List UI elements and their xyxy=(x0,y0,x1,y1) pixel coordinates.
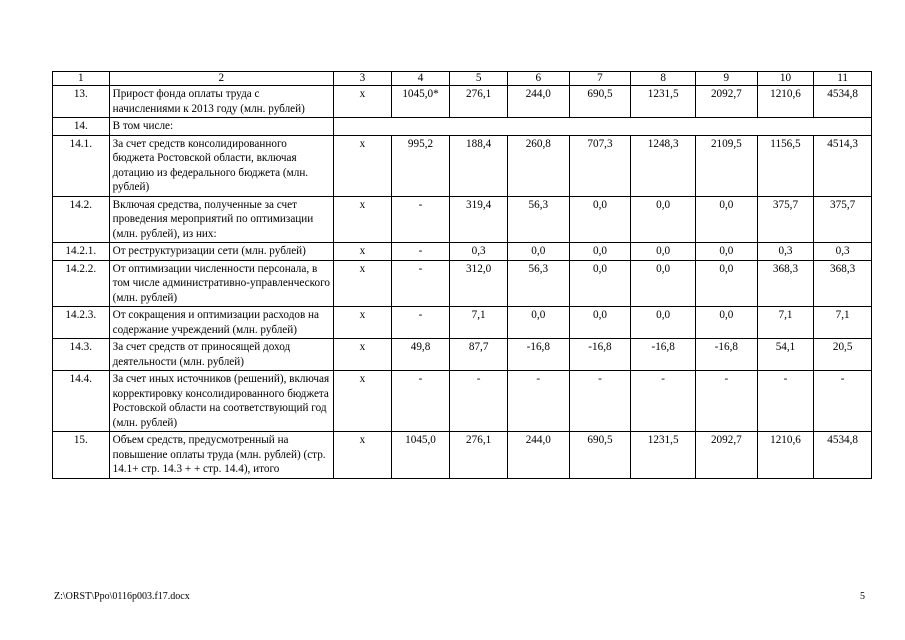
column-number-header: 11 xyxy=(814,72,872,86)
value-cell: 276,1 xyxy=(450,432,508,479)
value-cell: 2109,5 xyxy=(696,135,758,196)
value-cell: -16,8 xyxy=(507,339,569,371)
value-cell: - xyxy=(450,371,508,432)
row-number: 14.1. xyxy=(53,135,110,196)
column-number-header: 8 xyxy=(631,72,696,86)
row-description: Объем средств, предусмотренный на повышение оплаты труда (млн. рублей) (стр. 14.1+ стр. 14.3 + + стр. 14.4), итого xyxy=(109,432,333,479)
row-unit-cell: x xyxy=(334,307,392,339)
value-cell: 0,3 xyxy=(814,243,872,261)
column-number-header: 10 xyxy=(757,72,814,86)
row-number: 14. xyxy=(53,118,110,136)
value-cell: 49,8 xyxy=(391,339,450,371)
footer-file-path: Z:\ORST\Ppo\0116p003.f17.docx xyxy=(54,591,190,602)
row-unit-cell: x xyxy=(334,86,392,118)
value-cell: 312,0 xyxy=(450,260,508,307)
value-cell: - xyxy=(507,371,569,432)
value-cell: - xyxy=(696,371,758,432)
value-cell: - xyxy=(391,371,450,432)
row-description: За счет средств консолидированного бюджета Ростовской области, включая дотацию из федерального бюджета (млн. рублей) xyxy=(109,135,333,196)
table-row xyxy=(53,118,872,136)
row-description: От сокращения и оптимизации расходов на содержание учреждений (млн. рублей) xyxy=(109,307,333,339)
value-cell: 0,3 xyxy=(450,243,508,261)
column-number-header: 5 xyxy=(450,72,508,86)
value-cell: 260,8 xyxy=(507,135,569,196)
row-unit-cell: x xyxy=(334,371,392,432)
table-row xyxy=(53,135,872,196)
value-cell: 4534,8 xyxy=(814,432,872,479)
table-header-row xyxy=(53,72,872,86)
value-cell: 0,0 xyxy=(631,243,696,261)
value-cell: - xyxy=(757,371,814,432)
value-cell: 7,1 xyxy=(450,307,508,339)
value-cell: -16,8 xyxy=(569,339,631,371)
table-row xyxy=(53,371,872,432)
value-cell: 2092,7 xyxy=(696,86,758,118)
value-cell: 0,0 xyxy=(569,260,631,307)
value-cell: 4534,8 xyxy=(814,86,872,118)
row-unit-cell: x xyxy=(334,339,392,371)
row-unit-cell: x xyxy=(334,196,392,243)
value-cell: -16,8 xyxy=(696,339,758,371)
table-row xyxy=(53,339,872,371)
value-cell: 0,3 xyxy=(757,243,814,261)
value-cell: 54,1 xyxy=(757,339,814,371)
row-number: 14.2.3. xyxy=(53,307,110,339)
empty-merged-cell xyxy=(334,118,872,136)
table-row xyxy=(53,307,872,339)
row-description: От реструктуризации сети (млн. рублей) xyxy=(109,243,333,261)
column-number-header: 3 xyxy=(334,72,392,86)
value-cell: 244,0 xyxy=(507,86,569,118)
row-description: Включая средства, полученные за счет проведения мероприятий по оптимизации (млн. рублей), из них: xyxy=(109,196,333,243)
value-cell: 0,0 xyxy=(696,307,758,339)
row-number: 14.2.1. xyxy=(53,243,110,261)
value-cell: 1248,3 xyxy=(631,135,696,196)
value-cell: 56,3 xyxy=(507,196,569,243)
value-cell: 0,0 xyxy=(569,196,631,243)
value-cell: 0,0 xyxy=(696,243,758,261)
column-number-header: 7 xyxy=(569,72,631,86)
value-cell: -16,8 xyxy=(631,339,696,371)
value-cell: 1231,5 xyxy=(631,432,696,479)
value-cell: 7,1 xyxy=(814,307,872,339)
row-number: 14.2.2. xyxy=(53,260,110,307)
value-cell: 7,1 xyxy=(757,307,814,339)
column-number-header: 1 xyxy=(53,72,110,86)
value-cell: 368,3 xyxy=(757,260,814,307)
value-cell: 56,3 xyxy=(507,260,569,307)
value-cell: - xyxy=(391,243,450,261)
value-cell: - xyxy=(391,260,450,307)
row-description: В том числе: xyxy=(109,118,333,136)
row-description: От оптимизации численности персонала, в том числе административно-управленческого (млн. рублей) xyxy=(109,260,333,307)
value-cell: 375,7 xyxy=(814,196,872,243)
value-cell: 0,0 xyxy=(569,243,631,261)
value-cell: 707,3 xyxy=(569,135,631,196)
row-description: За счет иных источников (решений), включая корректировку консолидированного бюджета Ростовской области на соответствующий год (млн. рублей) xyxy=(109,371,333,432)
data-table xyxy=(52,71,872,479)
column-number-header: 4 xyxy=(391,72,450,86)
value-cell: 368,3 xyxy=(814,260,872,307)
value-cell: - xyxy=(569,371,631,432)
column-number-header: 2 xyxy=(109,72,333,86)
table-row xyxy=(53,432,872,479)
value-cell: 0,0 xyxy=(507,307,569,339)
column-number-header: 9 xyxy=(696,72,758,86)
table-row xyxy=(53,86,872,118)
value-cell: 276,1 xyxy=(450,86,508,118)
value-cell: 0,0 xyxy=(507,243,569,261)
value-cell: 244,0 xyxy=(507,432,569,479)
value-cell: 0,0 xyxy=(569,307,631,339)
value-cell: - xyxy=(391,196,450,243)
column-number-header: 6 xyxy=(507,72,569,86)
value-cell: 375,7 xyxy=(757,196,814,243)
value-cell: 0,0 xyxy=(696,260,758,307)
value-cell: 690,5 xyxy=(569,432,631,479)
value-cell: 1156,5 xyxy=(757,135,814,196)
value-cell: 1231,5 xyxy=(631,86,696,118)
row-description: Прирост фонда оплаты труда с начислениями к 2013 году (млн. рублей) xyxy=(109,86,333,118)
value-cell: 690,5 xyxy=(569,86,631,118)
value-cell: - xyxy=(814,371,872,432)
value-cell: 2092,7 xyxy=(696,432,758,479)
row-unit-cell: x xyxy=(334,135,392,196)
value-cell: 0,0 xyxy=(696,196,758,243)
value-cell: 20,5 xyxy=(814,339,872,371)
value-cell: 0,0 xyxy=(631,196,696,243)
value-cell: 1045,0* xyxy=(391,86,450,118)
row-number: 14.4. xyxy=(53,371,110,432)
table-row xyxy=(53,260,872,307)
value-cell: 0,0 xyxy=(631,260,696,307)
value-cell: 0,0 xyxy=(631,307,696,339)
value-cell: 319,4 xyxy=(450,196,508,243)
table-row xyxy=(53,196,872,243)
row-unit-cell: x xyxy=(334,243,392,261)
value-cell: 995,2 xyxy=(391,135,450,196)
row-number: 14.3. xyxy=(53,339,110,371)
row-number: 13. xyxy=(53,86,110,118)
table-row xyxy=(53,243,872,261)
row-unit-cell: x xyxy=(334,432,392,479)
row-number: 14.2. xyxy=(53,196,110,243)
row-number: 15. xyxy=(53,432,110,479)
footer-page-number: 5 xyxy=(860,591,865,602)
value-cell: - xyxy=(631,371,696,432)
value-cell: - xyxy=(391,307,450,339)
value-cell: 1210,6 xyxy=(757,432,814,479)
value-cell: 4514,3 xyxy=(814,135,872,196)
value-cell: 188,4 xyxy=(450,135,508,196)
row-unit-cell: x xyxy=(334,260,392,307)
value-cell: 1045,0 xyxy=(391,432,450,479)
value-cell: 87,7 xyxy=(450,339,508,371)
row-description: За счет средств от приносящей доход деятельности (млн. рублей) xyxy=(109,339,333,371)
value-cell: 1210,6 xyxy=(757,86,814,118)
